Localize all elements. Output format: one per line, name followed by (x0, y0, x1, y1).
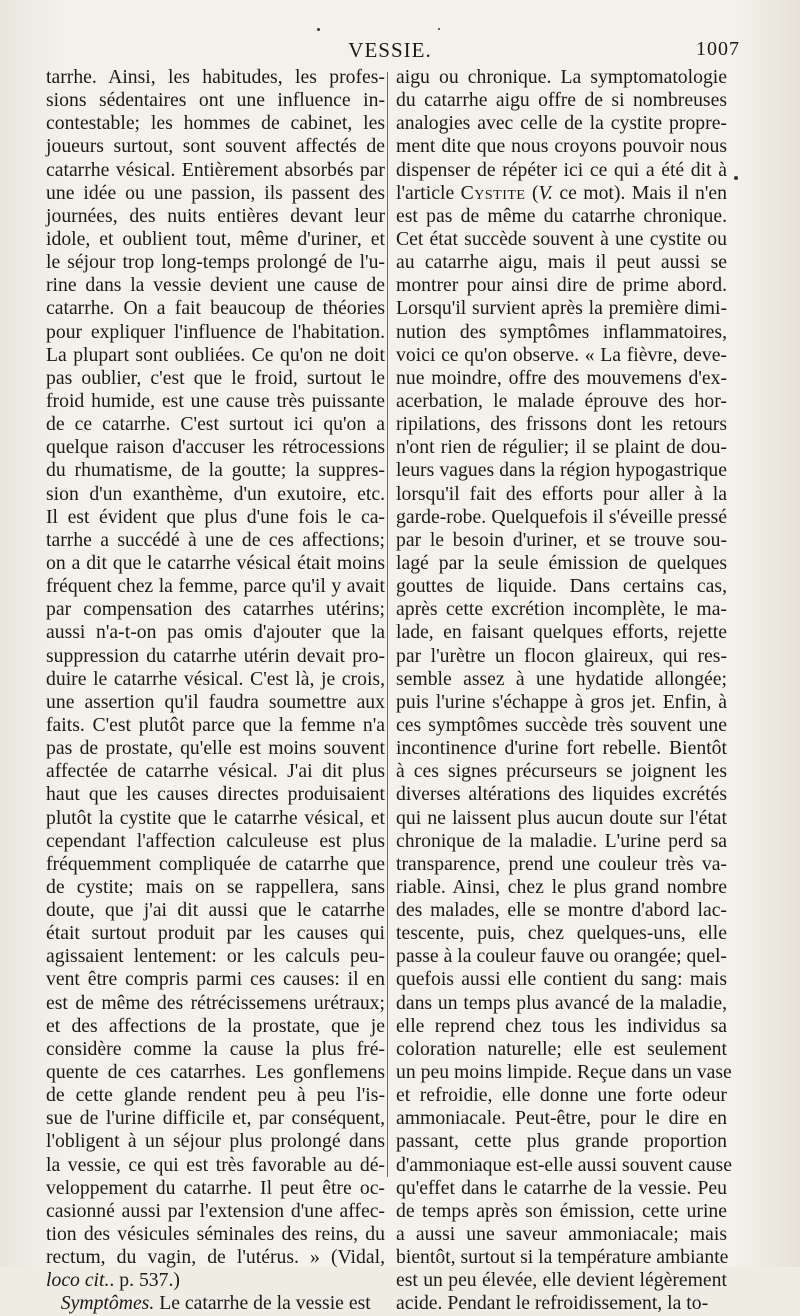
text-line: agissaient lentement: or les calculs peu- (46, 945, 385, 968)
text-line: puis l'urine s'échappe à gros jet. Enfin, à (396, 690, 727, 713)
text-line: analogies avec celle de la cystite propre- (396, 112, 727, 135)
text-line: montrer pour ainsi dire de prime abord. (396, 274, 727, 297)
text-line: coloration naturelle; elle est seulement (396, 1037, 727, 1060)
page-number: 1007 (696, 38, 740, 60)
text-line: tarrhe a succédé à une de ces affections; (46, 528, 385, 551)
text-line: passe à la couleur fauve ou orangée; quel- (396, 945, 727, 968)
text-line: lade, en faisant quelques efforts, rejette (396, 621, 727, 644)
text-line: Symptômes. Le catarrhe de la vessie est (60, 1292, 371, 1315)
text-line: casionné aussi par l'extension d'une affec- (46, 1199, 385, 1222)
text-line: l'article Cystite (V. ce mot). Mais il n'en (396, 181, 727, 204)
column-divider (387, 72, 388, 1177)
text-line: incontinence d'urine fort rebelle. Bientôt (396, 737, 727, 760)
text-line: plutôt la cystite que le catarrhe vésical, et (46, 806, 385, 829)
text-line: d'ammoniaque est-elle aussi souvent cause (396, 1153, 732, 1176)
text-line: de cystite; mais on se rappellera, sans (46, 875, 385, 898)
text-line: quelque raison d'accuser les rétrocessions (46, 436, 385, 459)
text-line: a aussi une saveur ammoniacale; mais (396, 1223, 727, 1246)
text-line: après cette excrétion incomplète, le ma- (396, 598, 727, 621)
text-line: fréquent chez la femme, parce qu'il y avait (46, 575, 385, 598)
text-line: garde-robe. Quelquefois il s'éveille pressé (396, 505, 727, 528)
text-line: joueurs surtout, sont souvent affectés de (46, 135, 385, 158)
text-line: loco cit.. p. 537.) (46, 1269, 180, 1292)
text-line: pas de prostate, qu'elle est moins souvent (46, 737, 385, 760)
text-line: suppression du catarrhe utérin devait pro- (46, 644, 385, 667)
text-line: et refroidie, elle donne une forte odeur (396, 1084, 727, 1107)
text-line: tion des vésicules séminales des reins, du (46, 1223, 385, 1246)
text-line: qui ne laissent plus aucun doute sur l'état (396, 806, 727, 829)
text-line: ment dite que nous croyons pouvoir nous (396, 135, 727, 158)
text-line: voici ce qu'on observe. « La fièvre, deve- (396, 343, 727, 366)
text-line: nution des symptômes inflammatoires, (396, 320, 727, 343)
text-line: et des affections de la prostate, que je (46, 1014, 385, 1037)
text-line: tarrhe. Ainsi, les habitudes, les profes- (46, 66, 385, 88)
text-line: bientôt, surtout si la température ambiante (396, 1246, 729, 1269)
text-line: haut que les causes directes produisaient (46, 783, 385, 806)
text-line: le séjour trop long-temps prolongé de l'u- (46, 251, 385, 274)
text-line: vent être compris parmi ces causes: il en (46, 968, 385, 991)
text-line: affectée de catarrhe vésical. J'ai dit plus (46, 760, 385, 783)
print-speck (317, 28, 320, 31)
text-line: duire le catarrhe vésical. C'est là, je crois, (46, 667, 385, 690)
text-line: une assertion qu'il faudra soumettre aux (46, 690, 385, 713)
text-line: nue moindre, offre des mouvemens d'ex- (396, 366, 727, 389)
text-line: La plupart sont oubliées. Ce qu'on ne doit (46, 343, 385, 366)
text-line: ripilations, des frissons dont les retours (396, 413, 727, 436)
text-line: est de même des rétrécissemens urétraux; (46, 991, 385, 1014)
text-line: à ces signes précurseurs se joignent les (396, 760, 727, 783)
text-line: un peu moins limpide. Reçue dans un vase (396, 1061, 732, 1084)
text-line: une idée ou une passion, ils passent des (46, 181, 385, 204)
print-speck (438, 28, 440, 30)
text-line: sions sédentaires ont une influence in- (46, 89, 385, 112)
text-line: quefois aussi elle contient du sang: mais (396, 968, 727, 991)
text-line: on a dit que le catarrhe vésical était moins (46, 551, 385, 574)
text-line: semble assez à une hydatide allongée; (396, 667, 727, 690)
text-line: doute, que j'ai dit aussi que le catarrhe (46, 899, 385, 922)
text-line: de temps après son émission, cette urine (396, 1199, 727, 1222)
text-line: tescente, puis, chez quelques-uns, elle (396, 922, 727, 945)
text-line: catarrhe vésical. Entièrement absorbés par (46, 158, 385, 181)
text-line: quente de ces catarrhes. Les gonflemens (46, 1061, 385, 1084)
right-text-column (396, 66, 732, 1316)
text-line: aigu ou chronique. La symptomatologie (396, 66, 727, 88)
text-line: cependant l'affection calculeuse est plus (46, 829, 385, 852)
text-line: rine dans la vessie devient une cause de (46, 274, 385, 297)
text-line: ces symptômes succède très souvent une (396, 713, 727, 736)
text-line: de cette glande rendent peu à peu l'is- (46, 1084, 385, 1107)
running-title: VESSIE. (348, 38, 432, 62)
text-line: Cet état succède souvent à une cystite ou (396, 227, 727, 250)
text-line: l'obligent à un séjour plus prolongé dans (46, 1130, 385, 1153)
text-line: dans un temps plus avancé de la maladie, (396, 991, 727, 1014)
text-line: n'ont rien de régulier; il se plaint de dou- (396, 436, 727, 459)
text-line: chronique de la maladie. L'urine perd sa (396, 829, 727, 852)
text-line: contestable; les hommes de cabinet, les (46, 112, 385, 135)
text-line: passant, cette plus grande proportion (396, 1130, 727, 1153)
text-line: gouttes de liquide. Dans certains cas, (396, 575, 727, 598)
text-line: aussi n'a-t-on pas omis d'ajouter que la (46, 621, 385, 644)
text-line: qu'effet dans le catarrhe de la vessie. Peu (396, 1176, 727, 1199)
text-line: diverses altérations des liquides excrétés (396, 783, 727, 806)
text-line: par compensation des catarrhes utérins; (46, 598, 385, 621)
text-line: catarrhe. On a fait beaucoup de théories (46, 297, 385, 320)
text-line: acerbation, le malade éprouve des hor- (396, 389, 727, 412)
text-line: froid humide, est une cause très puissante (46, 389, 385, 412)
text-line: acide. Pendant le refroidissement, la to- (396, 1292, 709, 1315)
text-line: considère comme la cause la plus fré- (46, 1037, 385, 1060)
text-line: leurs vagues dans la région hypogastrique (396, 459, 727, 482)
text-line: journées, des nuits entières devant leur (46, 204, 385, 227)
text-line: est un peu élevée, elle devient légèrement (396, 1269, 727, 1292)
text-line: fréquemment compliquée de catarrhe que (46, 852, 385, 875)
text-line: par l'urètre un flocon glaireux, qui res- (396, 644, 727, 667)
text-line: sue de l'urine difficile et, par conséquent, (46, 1107, 385, 1130)
text-line: ammoniacale. Peut-être, pour le dire en (396, 1107, 727, 1130)
text-line: Lorsqu'il survient après la première dimi- (396, 297, 727, 320)
text-line: du catarrhe aigu offre de si nombreuses (396, 89, 727, 112)
text-line: idole, et oublient tout, même d'uriner, et (46, 227, 385, 250)
text-line: la vessie, ce qui est très favorable au dé- (46, 1153, 385, 1176)
page-header (40, 38, 740, 68)
text-line: veloppement du catarrhe. Il peut être oc- (46, 1176, 385, 1199)
text-line: du rhumatisme, de la goutte; la suppres- (46, 459, 385, 482)
text-line: pour expliquer l'influence de l'habitation. (46, 320, 385, 343)
text-line: était surtout produit par les causes qui (46, 922, 385, 945)
left-text-column (46, 66, 385, 1316)
print-speck (734, 176, 738, 180)
text-line: riable. Ainsi, chez le plus grand nombre (396, 875, 727, 898)
text-line: pas oublier, c'est que le froid, surtout le (46, 366, 385, 389)
text-line: faits. C'est plutôt parce que la femme n'a (46, 713, 385, 736)
text-line: Il est évident que plus d'une fois le ca- (46, 505, 385, 528)
text-line: de ce catarrhe. C'est surtout ici qu'on a (46, 413, 385, 436)
text-line: rectum, du vagin, de l'utérus. » (Vidal, (46, 1246, 385, 1269)
text-line: transparence, prend une couleur très va- (396, 852, 727, 875)
text-line: au catarrhe aigu, mais il peut aussi se (396, 251, 727, 274)
text-line: lagé par la seule émission de quelques (396, 551, 727, 574)
text-line: sion d'un exanthème, d'un exutoire, etc. (46, 482, 385, 505)
text-line: elle reprend chez tous les individus sa (396, 1014, 727, 1037)
text-line: par le besoin d'uriner, et se trouve sou- (396, 528, 727, 551)
text-line: dispenser de répéter ici ce qui a été dit à (396, 158, 727, 181)
text-line: est pas de même du catarrhe chronique. (396, 204, 727, 227)
text-line: des malades, elle se montre d'abord lac- (396, 899, 727, 922)
text-line: lorsqu'il fait des efforts pour aller à la (396, 482, 727, 505)
